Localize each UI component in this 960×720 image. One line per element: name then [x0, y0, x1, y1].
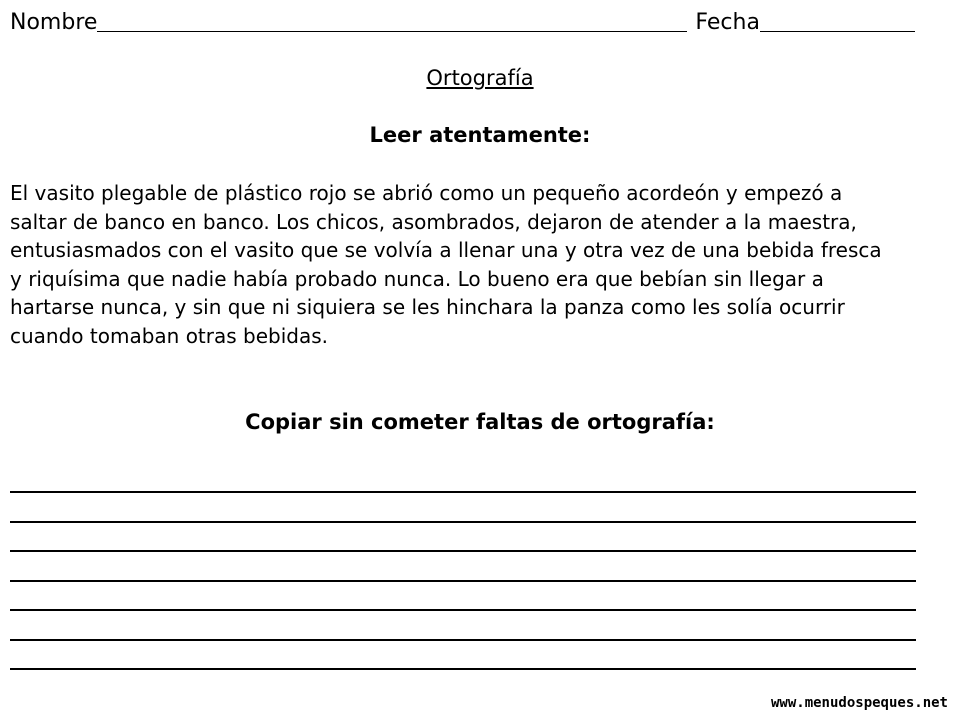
passage-line: cuando tomaban otras bebidas.: [10, 323, 329, 348]
passage-line: entusiasmados con el vasito que se volvía a llenar una y otra vez de una bebida fresca: [10, 238, 882, 262]
passage-line: hartarse nunca, y sin que ni siquiera se les hinchara la panza como les solía ocurrir: [10, 295, 845, 319]
read-heading: Leer atentamente:: [369, 123, 591, 147]
writing-line[interactable]: [10, 549, 916, 552]
writing-line[interactable]: [10, 490, 916, 493]
writing-lines: [10, 490, 916, 697]
passage-line: y riquísima que nadie había probado nunca. Lo bueno era que bebían sin llegar a: [10, 266, 824, 291]
reading-passage: [10, 179, 945, 350]
name-blank[interactable]: [97, 30, 687, 32]
header-row: [10, 6, 940, 36]
passage-line: saltar de banco en banco. Los chicos, asombrados, dejaron de atender a la maestra,: [10, 209, 857, 234]
passage-line: El vasito plegable de plástico rojo se abrió como un pequeño acordeón y empezó a: [10, 181, 843, 205]
writing-line[interactable]: [10, 579, 916, 582]
website-footer: www.menudospeques.net: [770, 695, 948, 711]
name-label: Nombre: [10, 10, 98, 35]
copy-heading: Copiar sin cometer faltas de ortografía:: [245, 410, 715, 434]
subject-title: Ortografía: [426, 66, 534, 90]
date-blank[interactable]: [760, 30, 915, 32]
date-label: Fecha: [695, 10, 760, 35]
writing-line[interactable]: [10, 520, 916, 523]
writing-line[interactable]: [10, 638, 916, 641]
writing-line[interactable]: [10, 667, 916, 670]
writing-line[interactable]: [10, 608, 916, 611]
